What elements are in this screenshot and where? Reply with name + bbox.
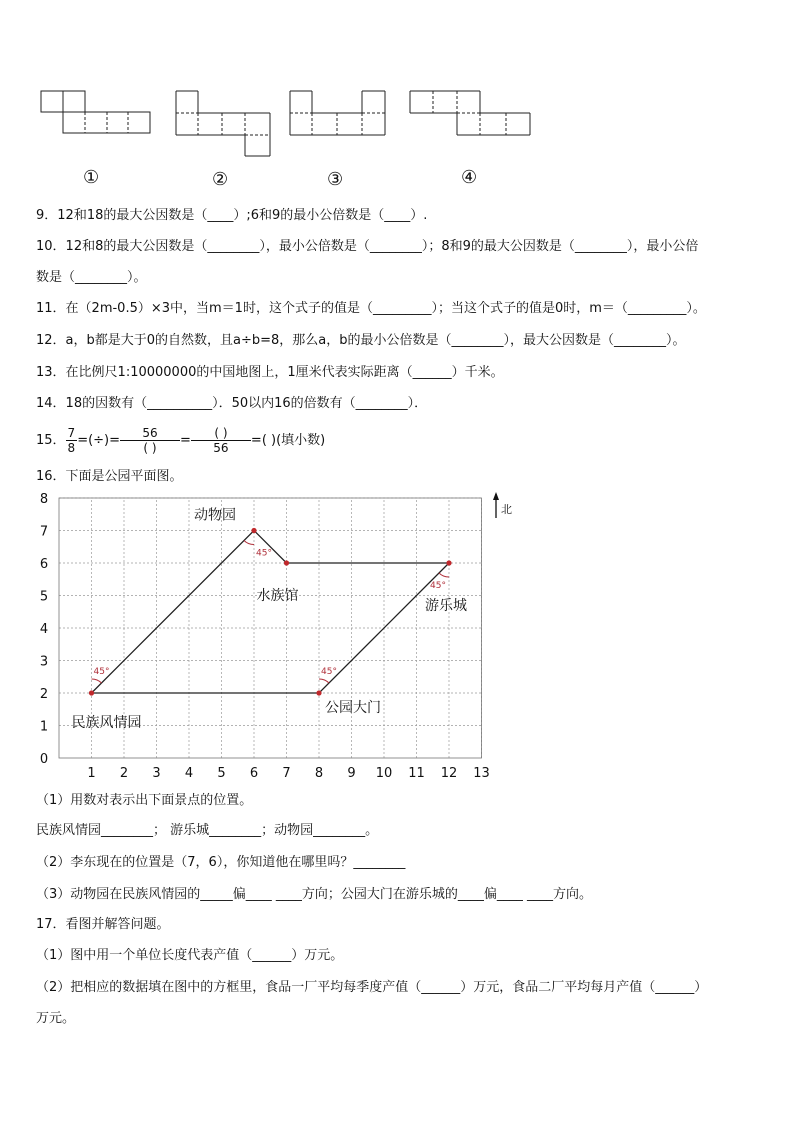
park-map-grid: [30, 490, 520, 785]
point-label: 民族风情园: [71, 715, 142, 731]
point-marker: [316, 690, 321, 695]
x-tick-label: 12: [440, 766, 458, 781]
question-16-1-answers: 民族风情园________； 游乐城________；动物园________。: [36, 823, 379, 838]
net-label-1: ①: [83, 167, 100, 188]
y-tick-label: 7: [39, 524, 49, 540]
question-16-3: （3）动物园在民族风情园的_____偏____ ____方向；公园大门在游乐城的____偏____ ____方向。: [36, 887, 593, 902]
point-label: 动物园: [194, 507, 236, 524]
x-tick-label: 7: [282, 766, 291, 781]
y-tick-label: 4: [39, 622, 49, 637]
x-tick-label: 4: [184, 766, 194, 781]
question-17-2-line-2: 万元。: [36, 1011, 76, 1026]
point-marker: [89, 690, 94, 695]
y-tick-label: 3: [39, 654, 49, 670]
net-label-2: ②: [212, 169, 229, 190]
angle-arc: [319, 679, 329, 683]
y-tick-label: 6: [39, 557, 49, 572]
x-tick-label: 8: [314, 766, 324, 781]
cube-nets-figure: [0, 80, 794, 190]
fraction-blank-56: $\frac{( )}{56}$: [191, 426, 251, 455]
x-tick-label: 6: [249, 766, 259, 781]
point-label: 水族馆: [256, 588, 299, 604]
question-17-1: （1）图中用一个单位长度代表产值（______）万元。: [36, 948, 344, 963]
fraction-7-8: $\frac{7}{8}$: [67, 426, 76, 455]
y-tick-label: 2: [39, 687, 49, 702]
angle-arc: [244, 541, 254, 545]
question-10-line-2: 数是（________）。: [36, 270, 147, 285]
y-tick-label: 8: [39, 492, 49, 507]
y-tick-label: 1: [39, 719, 49, 735]
question-16-1: （1）用数对表示出下面景点的位置。: [36, 793, 253, 808]
question-9: 9．12和18的最大公因数是（____）;6和9的最小公倍数是（____）.: [36, 208, 428, 223]
fraction-56-blank: $\frac{56}{( )}$: [120, 426, 180, 455]
angle-label: 45°: [430, 581, 446, 591]
q15-prefix: 15．: [36, 433, 66, 448]
question-15: 15． $\frac{7}{8}$ =(÷)= $\frac{56}{( )}$ = $\frac{( )}{56}$ =( )(填小数): [36, 426, 326, 455]
x-tick-label: 11: [408, 766, 425, 781]
question-11: 11．在（2m-0.5）×3中，当m＝1时，这个式子的值是（_________）；当这个式子的值是0时，m＝（_________）。: [36, 301, 706, 316]
angle-arc: [439, 573, 449, 577]
angle-arc: [92, 679, 102, 683]
net-1: [41, 91, 150, 133]
angle-label: 45°: [93, 667, 110, 677]
x-tick-label: 5: [217, 766, 226, 781]
x-tick-label: 3: [152, 766, 161, 781]
x-tick-label: 10: [375, 766, 393, 781]
north-arrow-head: [493, 492, 499, 500]
net-2: [176, 91, 270, 156]
point-label: 游乐城: [425, 598, 467, 614]
y-tick-label: 5: [39, 589, 49, 605]
question-17-2-line-1: （2）把相应的数据填在图中的方框里，食品一厂平均每季度产值（______）万元，食品二厂平均每月产值（______）: [36, 980, 708, 995]
question-13: 13．在比例尺1:10000000的中国地图上，1厘米代表实际距离（______）千米。: [36, 365, 504, 380]
question-16: 16．下面是公园平面图。: [36, 469, 183, 484]
x-tick-label: 2: [119, 766, 129, 781]
angle-label: 45°: [256, 548, 272, 559]
question-14: 14．18的因数有（__________）．50以内16的倍数有（________）．: [36, 396, 428, 411]
x-tick-label: 13: [473, 766, 490, 781]
net-label-4: ④: [461, 167, 478, 188]
net-3: [290, 91, 385, 135]
point-marker: [284, 560, 289, 565]
point-marker: [446, 560, 451, 565]
question-17: 17．看图并解答问题。: [36, 917, 170, 932]
question-10-line-1: 10．12和8的最大公因数是（________），最小公倍数是（________）；8和9的最大公因数是（________），最小公倍: [36, 239, 699, 254]
point-label: 公园大门: [325, 700, 381, 716]
net-4: [410, 91, 530, 135]
y-tick-label: 0: [39, 752, 49, 767]
net-label-3: ③: [327, 169, 344, 190]
x-tick-label: 1: [87, 766, 96, 781]
point-marker: [251, 528, 256, 533]
x-tick-label: 9: [347, 766, 356, 781]
question-12: 12．a，b都是大于0的自然数，且a÷b=8，那么a，b的最小公倍数是（________），最大公因数是（________）。: [36, 333, 686, 348]
north-label: 北: [501, 503, 512, 516]
angle-label: 45°: [321, 667, 337, 677]
question-16-2: （2）李东现在的位置是（7，6），你知道他在哪里吗？________: [36, 855, 406, 870]
